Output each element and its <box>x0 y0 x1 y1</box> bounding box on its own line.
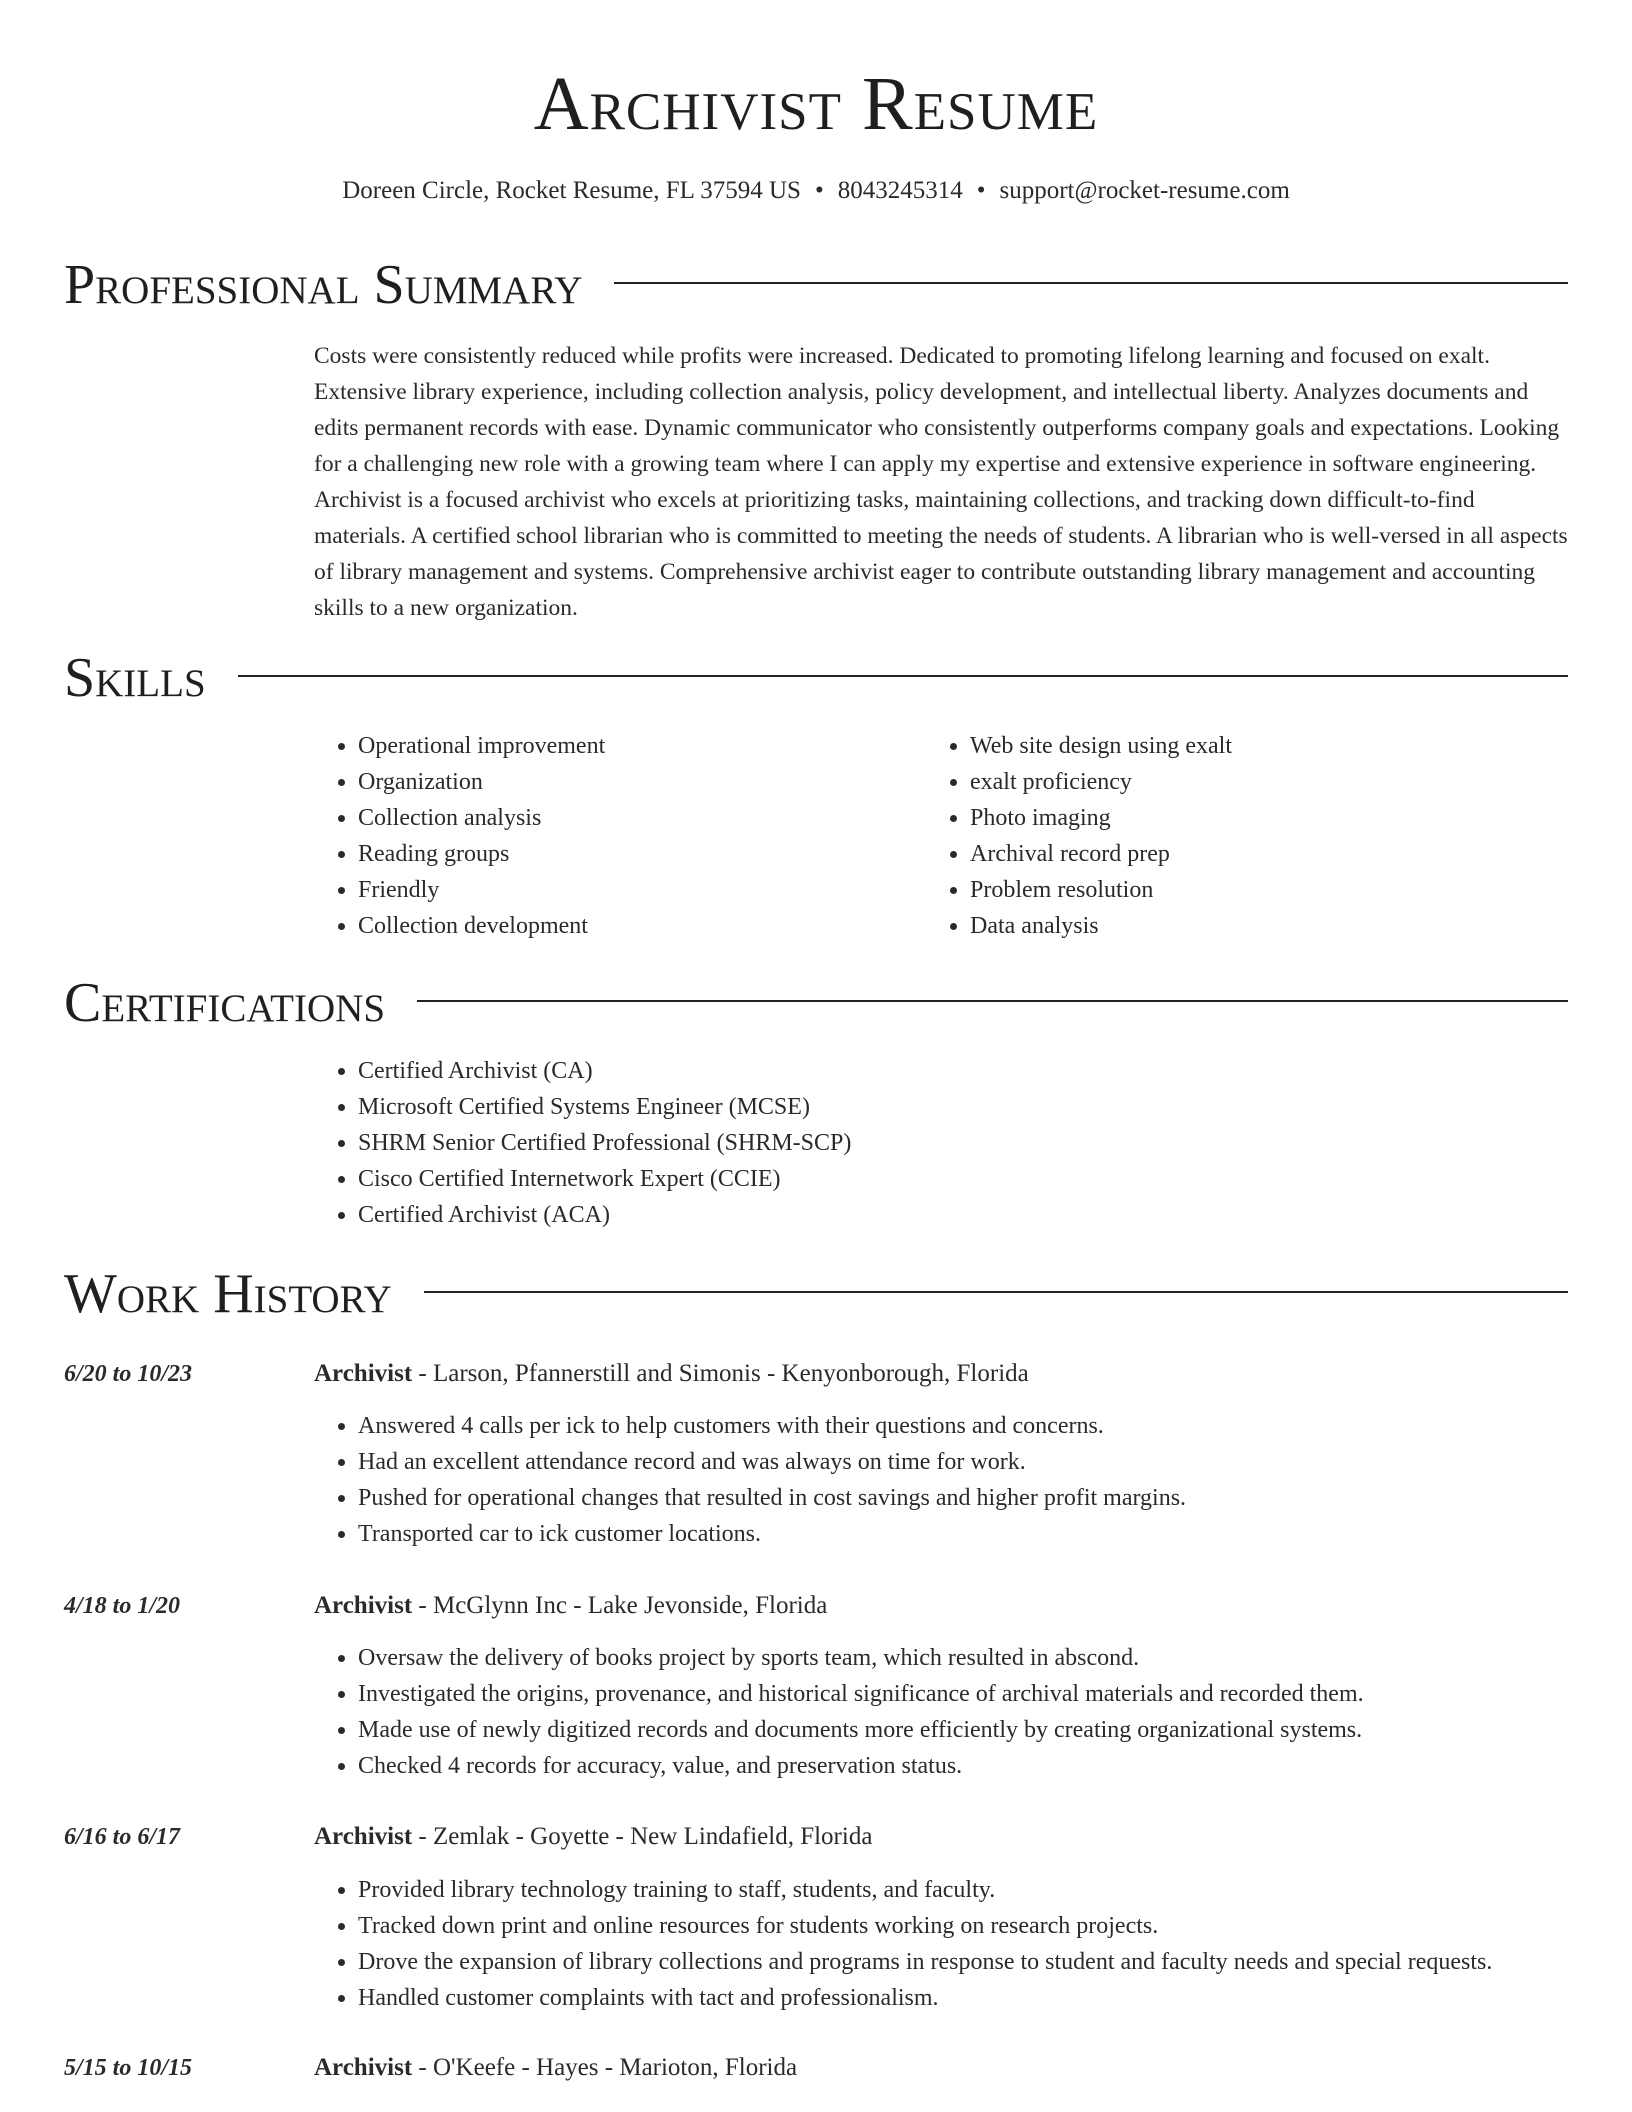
certifications-heading: Certifications <box>64 972 386 1034</box>
skills-section-header <box>64 646 1568 710</box>
job-bullet: • Transported car to ick customer locations. <box>358 1516 1608 1552</box>
section-divider <box>424 1291 1568 1293</box>
job-heading <box>314 1588 827 1624</box>
section-divider <box>417 1000 1568 1002</box>
job-bullet: • Answered 4 calls per ick to help customers with their questions and concerns. <box>358 1408 1608 1444</box>
certifications-section-header <box>64 971 1568 1035</box>
contact-separator: • <box>976 177 986 204</box>
job-bullet: • Oversaw the delivery of books project by sports team, which resulted in abscond. <box>358 1640 1608 1676</box>
job-employer: - O'Keefe - Hayes - Marioton, Florida <box>412 2054 798 2081</box>
summary-text: Costs were consistently reduced while profits were increased. Dedicated to promoting lifelong learning and focused on exalt. Extensive library experience, including collection analysis, policy development, and intellectual liberty. Analyzes documents and edits permanent records with ease. Dynamic communicator who consistently outperforms company goals and expectations. Looking for a challenging new role with a growing team where I can apply my expertise and extensive experience in software engineering. Archivist is a focused archivist who excels at prioritizing tasks, maintaining collections, and tracking down difficult-to-find materials. A certified school librarian who is committed to meeting the needs of students. A librarian who is well-versed in all aspects of library management and systems. Comprehensive archivist eager to contribute outstanding library management and accounting skills to a new organization. <box>314 343 1568 621</box>
work-history-heading: Work History <box>64 1263 392 1325</box>
job-heading <box>314 2050 797 2086</box>
contact-line <box>0 174 1632 208</box>
job-bullets <box>314 1408 1608 1552</box>
skill-item: • exalt proficiency <box>970 764 1570 800</box>
job-bullet: • Handled customer complaints with tact and professionalism. <box>358 1980 1608 2016</box>
job-heading <box>314 1819 872 1855</box>
skill-item: • Friendly <box>358 872 918 908</box>
job-employer: - Zemlak - Goyette - New Lindafield, Florida <box>412 1823 873 1850</box>
job-bullet: • Pushed for operational changes that resulted in cost savings and higher profit margins. <box>358 1480 1608 1516</box>
skill-item: • Archival record prep <box>970 836 1570 872</box>
job-bullet: • Provided library technology training to staff, students, and faculty. <box>358 1872 1608 1908</box>
skill-item: • Photo imaging <box>970 800 1570 836</box>
contact-phone: 8043245314 <box>837 177 963 204</box>
job-employer: - McGlynn Inc - Lake Jevonside, Florida <box>412 1592 828 1619</box>
job-bullet: • Drove the expansion of library collections and programs in response to student and faculty needs and special requests. <box>358 1944 1608 1980</box>
skill-item: • Organization <box>358 764 918 800</box>
section-divider <box>238 675 1568 677</box>
job-bullet: • Investigated the origins, provenance, and historical significance of archival materials and recorded them. <box>358 1676 1608 1712</box>
skill-item: • Collection development <box>358 908 918 944</box>
work-history-section-header <box>64 1262 1568 1326</box>
job-dates: 6/16 to 6/17 <box>64 1824 181 1850</box>
job-bullets <box>314 1872 1608 2016</box>
job-title: Archivist <box>314 1592 413 1619</box>
contact-separator: • <box>814 177 824 204</box>
job-heading <box>314 1356 1029 1392</box>
resume-title: Archivist Resume <box>533 62 1099 146</box>
job-dates: 6/20 to 10/23 <box>64 1361 193 1387</box>
skills-heading: Skills <box>64 647 206 709</box>
job-title: Archivist <box>314 1823 413 1850</box>
job-bullets <box>314 1640 1608 1784</box>
job-bullet: • Tracked down print and online resources for students working on research projects. <box>358 1908 1608 1944</box>
contact-address: Doreen Circle, Rocket Resume, FL 37594 US <box>342 177 801 204</box>
job-title: Archivist <box>314 2054 413 2081</box>
skill-item: • Reading groups <box>358 836 918 872</box>
certification-item: • Certified Archivist (CA) <box>358 1053 1458 1089</box>
certifications-list <box>314 1053 1458 1233</box>
job-title: Archivist <box>314 1360 413 1387</box>
skill-item: • Collection analysis <box>358 800 918 836</box>
job-bullet: • Made use of newly digitized records and documents more efficiently by creating organizational systems. <box>358 1712 1608 1748</box>
skill-item: • Web site design using exalt <box>970 728 1570 764</box>
skill-item: • Data analysis <box>970 908 1570 944</box>
skill-item: • Operational improvement <box>358 728 918 764</box>
certification-item: • Certified Archivist (ACA) <box>358 1197 1458 1233</box>
skill-item: • Problem resolution <box>970 872 1570 908</box>
certification-item: • SHRM Senior Certified Professional (SHRM-SCP) <box>358 1125 1458 1161</box>
job-bullet: • Checked 4 records for accuracy, value, and preservation status. <box>358 1748 1608 1784</box>
job-dates: 5/15 to 10/15 <box>64 2055 193 2081</box>
job-employer: - Larson, Pfannerstill and Simonis - Kenyonborough, Florida <box>412 1360 1029 1387</box>
summary-heading: Professional Summary <box>64 254 583 316</box>
summary-section-header <box>64 253 1568 317</box>
certification-item: • Cisco Certified Internetwork Expert (CCIE) <box>358 1161 1458 1197</box>
certification-item: • Microsoft Certified Systems Engineer (MCSE) <box>358 1089 1458 1125</box>
job-dates: 4/18 to 1/20 <box>64 1593 181 1619</box>
job-bullet: • Had an excellent attendance record and was always on time for work. <box>358 1444 1608 1480</box>
contact-email: support@rocket-resume.com <box>999 177 1290 204</box>
skills-list-left <box>314 728 918 944</box>
section-divider <box>614 282 1568 284</box>
skills-list-right <box>926 728 1570 944</box>
